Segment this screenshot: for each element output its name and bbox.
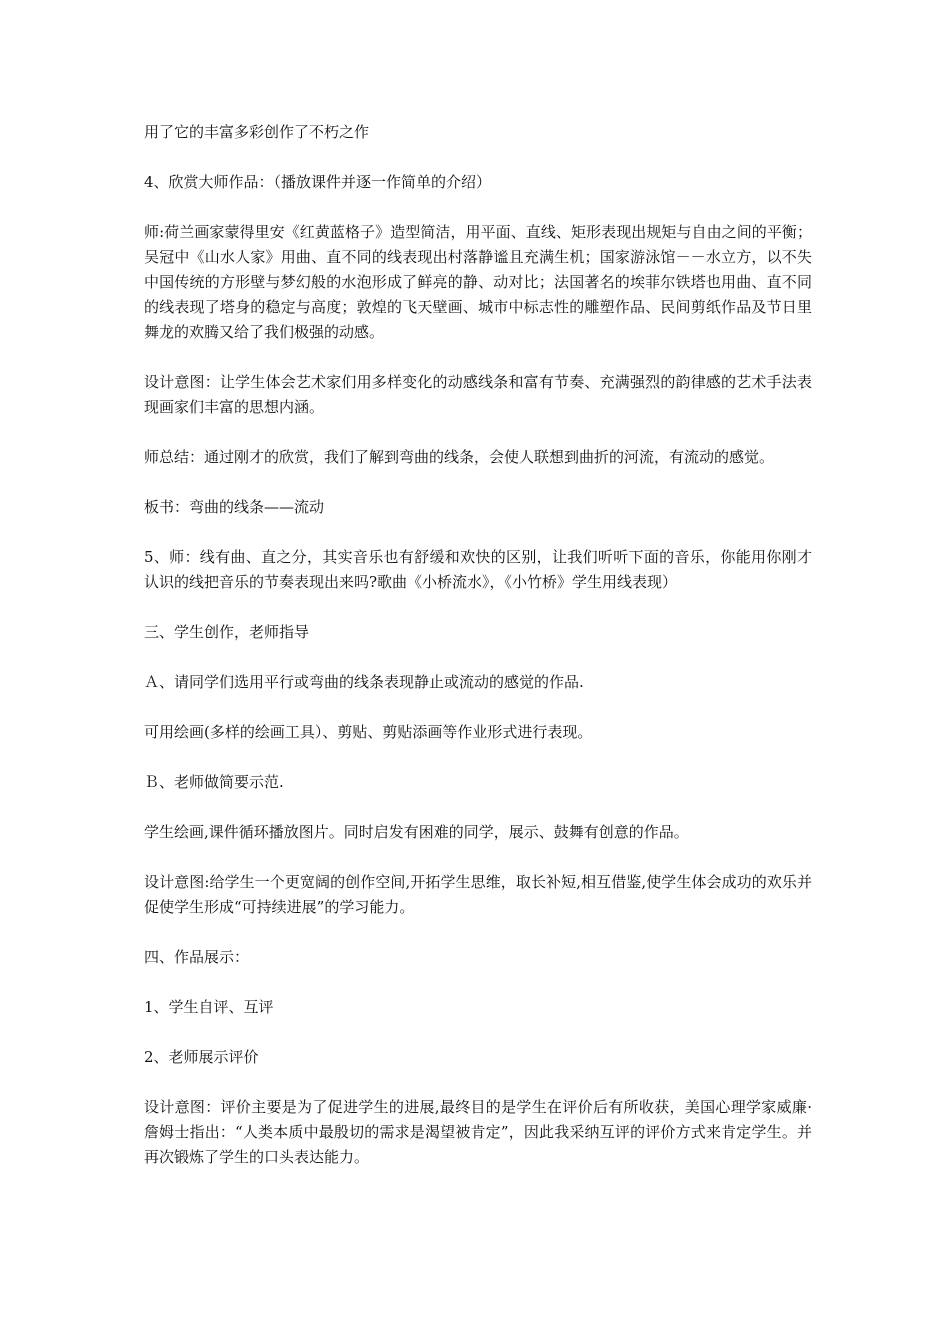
paragraph-teacher-summary: 师总结：通过刚才的欣赏，我们了解到弯曲的线条，会使人联想到曲折的河流，有流动的感觉。	[144, 448, 775, 466]
paragraph-board-writing: 板书：弯曲的线条——流动	[144, 498, 325, 516]
paragraph-music-lines: 5、师：线有曲、直之分，其实音乐也有舒缓和欢快的区别，让我们听听下面的音乐，你能用你刚才认识的线把音乐的节奏表现出来吗?歌曲《小桥流水》，《小竹桥》学生用线表现）	[144, 548, 812, 591]
paragraph-design-intent-2: 设计意图:给学生一个更宽阔的创作空间,开拓学生思维，取长补短,相互借鉴,使学生体会成功的欢乐并促使学生形成“可持续进展”的学习能力。	[144, 873, 812, 916]
paragraph-self-peer-review: 1、学生自评、互评	[144, 998, 274, 1016]
paragraph-design-intent-1: 设计意图：让学生体会艺术家们用多样变化的动感线条和富有节奏、充满强烈的韵律感的艺术手法表现画家们丰富的思想内涵。	[144, 373, 812, 416]
paragraph-teacher-introduction: 师:荷兰画家蒙得里安《红黄蓝格子》造型简洁，用平面、直线、矩形表现出规矩与自由之间的平衡；吴冠中《山水人家》用曲、直不同的线表现出村落静谧且充满生机；国家游泳馆－－水立方，以不失中国传统的方形壁与梦幻般的水泡形成了鲜亮的静、动对比；法国著名的埃菲尔铁塔也用曲、直不同的线表现了塔身的稳定与高度；敦煌的飞天壁画、城市中标志性的雕塑作品、民间剪纸作品及节日里舞龙的欢腾又给了我们极强的动感。	[144, 223, 812, 341]
paragraph-appreciate-masters: 4、欣赏大师作品：（播放课件并逐一作简单的介绍）	[144, 173, 492, 191]
paragraph-student-drawing: 学生绘画,课件循环播放图片。同时启发有困难的同学，展示、鼓舞有创意的作品。	[144, 823, 689, 841]
document-page	[144, 120, 812, 1195]
paragraph-task-a: Ａ、请同学们选用平行或弯曲的线条表现静止或流动的感觉的作品.	[144, 673, 584, 691]
section-heading-work-display: 四、作品展示：	[144, 948, 250, 966]
paragraph-task-b: Ｂ、老师做简要示范.	[144, 773, 284, 791]
paragraph-design-intent-3: 设计意图：评价主要是为了促进学生的进展,最终目的是学生在评价后有所收获，美国心理学家威廉·詹姆士指出：“人类本质中最殷切的需求是渴望被肯定”，因此我采纳互评的评价方式来肯定学生。并再次锻炼了学生的口头表达能力。	[144, 1098, 812, 1166]
section-heading-student-creation: 三、学生创作，老师指导	[144, 623, 310, 641]
paragraph-teacher-evaluation: 2、老师展示评价	[144, 1048, 259, 1066]
paragraph-intro-continuation: 用了它的丰富多彩创作了不朽之作	[144, 123, 370, 141]
paragraph-task-methods: 可用绘画(多样的绘画工具）、剪贴、剪贴添画等作业形式进行表现。	[144, 723, 593, 741]
